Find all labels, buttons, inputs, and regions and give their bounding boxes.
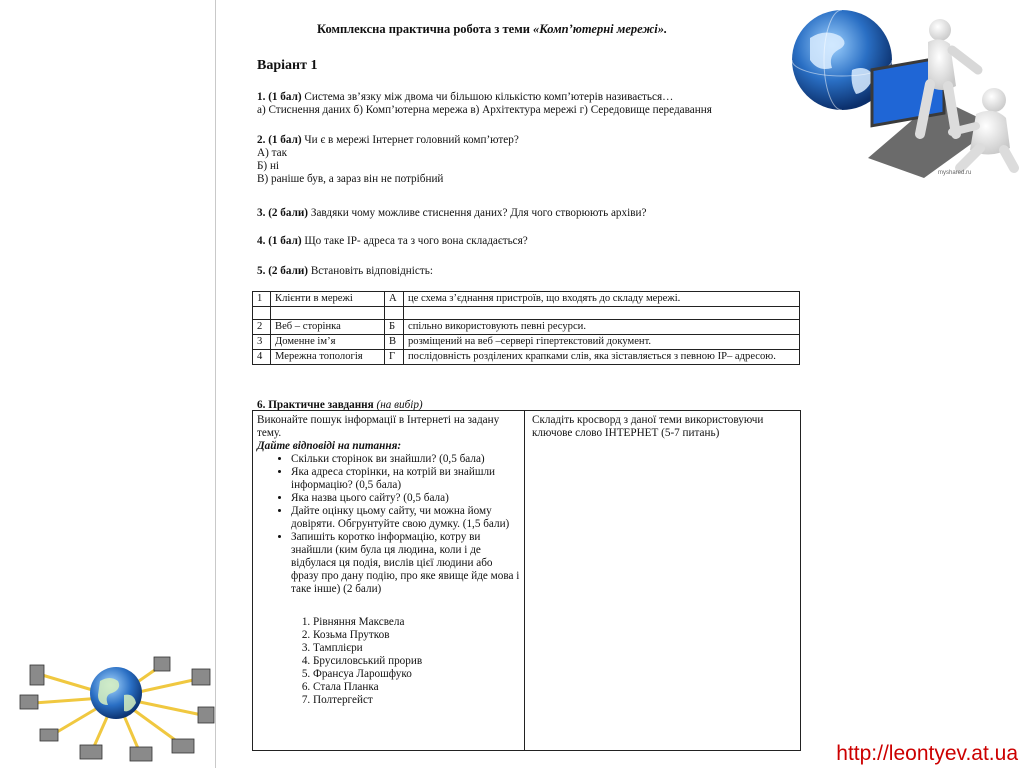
table-row: 1 Клієнти в мережі А це схема з’єднання пристроїв, що входять до складу мережі. [253, 292, 800, 307]
variant-heading: Варіант 1 [257, 58, 318, 73]
task6-right-column [526, 411, 799, 443]
computer-icon [130, 747, 152, 761]
list-item: 6. Стала Планка [313, 681, 520, 694]
list-item: 4. Брусиловський прорив [313, 655, 520, 668]
list-item: 3. Тамплієри [313, 642, 520, 655]
task6-left-column [253, 411, 525, 750]
list-item: • Запишіть коротко інформацію, котру ви знайшли (ким була ця людина, коли і де відбулася ця подія, вислів цієї людини або фразу про дану подію, про яке явище йде мова і таке інше) (2 бали) [291, 531, 520, 596]
list-item: 1. Рівняння Максвела [313, 616, 520, 629]
list-item: 7. Полтергейст [313, 694, 520, 707]
document-title [317, 22, 667, 37]
list-item: • Дайте оцінку цьому сайту, чи можна йому довіряти. Обгрунтуйте свою думку. (1,5 бали) [291, 505, 520, 531]
task6-title: 6. Практичне завдання (на вибір) [257, 399, 423, 411]
table-row: 2 Веб – сторінка Б спільно використовують певні ресурси. [253, 320, 800, 335]
task6-intro: Виконайте пошук інформації в Інтернеті на задану тему. [257, 414, 500, 439]
illustration-caption: myshared.ru [938, 170, 972, 176]
printer-icon [40, 729, 58, 741]
computer-icon [154, 657, 170, 671]
title-prefix: Комплексна практична робота з теми [317, 22, 534, 36]
globe-icon [90, 667, 142, 719]
table-row: 4 Мережна топологія Г послідовність розділених крапками слів, яка зіставляється з певною IP– адресою. [253, 350, 800, 365]
question-4: 4. (1 бал) Що таке IP- адреса та з чого вона складається? [257, 235, 528, 247]
computer-icon [20, 695, 38, 709]
question-2: 2. (1 бал) Чи є в мережі Інтернет головний комп’ютер? А) так Б) ні В) раніше був, а зараз він не потрібний [257, 134, 519, 185]
list-item: 2. Козьма Прутков [313, 629, 520, 642]
server-icon [198, 707, 214, 723]
title-topic: «Комп’ютерні мережі». [533, 22, 668, 36]
task6-topics [257, 616, 520, 707]
laptop-icon [80, 745, 102, 759]
computer-icon [192, 669, 210, 685]
list-item: • Скільки сторінок ви знайшли? (0,5 бала) [291, 453, 520, 466]
server-icon [30, 665, 44, 685]
globe-people-laptop-illustration [780, 8, 1024, 180]
list-item: 5. Франсуа Ларошфуко [313, 668, 520, 681]
list-item: • Яка адреса сторінки, на котрій ви знайшли інформацію? (0,5 бала) [291, 466, 520, 492]
question-3: 3. (2 бали) Завдяки чому можливе стиснення даних? Для чого створюють архіви? [257, 207, 647, 219]
list-item: • Яка назва цього сайту? (0,5 бала) [291, 492, 520, 505]
laptop-icon [172, 739, 194, 753]
match-table [252, 291, 800, 365]
question-1: 1. (1 бал) Система зв’язку між двома чи більшою кількістю комп’ютерів називається… а) Стиснення даних б) Комп’ютерна мережа в) Архітектура мережі г) Середовище передавання [257, 91, 712, 116]
question-5: 5. (2 бали) Встановіть відповідність: [257, 265, 433, 277]
task6-crossword: Складіть кросворд з даної теми використовуючи ключове слово ІНТЕРНЕТ (5-7 питань) [532, 414, 764, 439]
footer-url[interactable]: http://leontyev.at.ua [836, 742, 1018, 765]
task6-table [252, 410, 801, 751]
task6-bullets [257, 453, 520, 596]
task6-heading: Дайте відповіді на питання: [257, 440, 402, 452]
network-globe-illustration [12, 655, 222, 765]
table-row: 3 Доменне ім’я В розміщений на веб –сервері гіпертекстовий документ. [253, 335, 800, 350]
